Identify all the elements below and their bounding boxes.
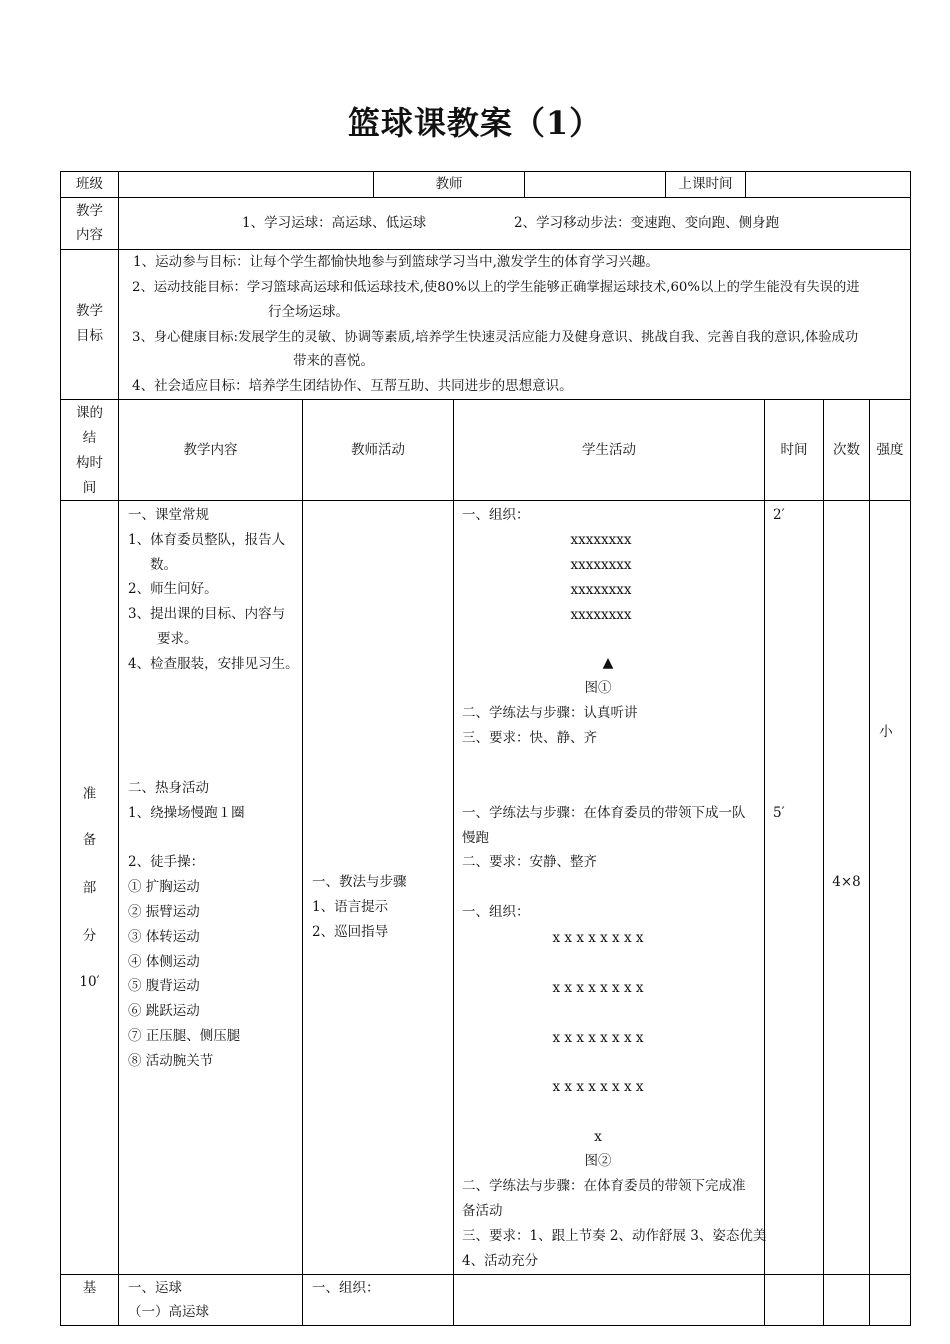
table-border bbox=[302, 399, 303, 1326]
table-border bbox=[910, 171, 911, 1326]
content-line: ① 扩胸运动 bbox=[128, 879, 200, 895]
structure-header: 课的 bbox=[76, 405, 103, 421]
prep-label: 部 bbox=[82, 880, 97, 896]
formation-row: x x x x x x x x bbox=[552, 1079, 644, 1095]
table-border bbox=[764, 399, 765, 1326]
content-column-header: 教学内容 bbox=[183, 442, 238, 458]
table-border bbox=[823, 399, 824, 1326]
student-line: 备活动 bbox=[462, 1203, 503, 1219]
prep-label: 准 bbox=[82, 786, 97, 802]
page-title: 篮球课教案（1） bbox=[347, 104, 603, 142]
table-border bbox=[745, 171, 746, 197]
teacher-column-header: 教师活动 bbox=[351, 442, 405, 458]
teacher-line: 一、组织： bbox=[312, 1280, 380, 1296]
student-line: 三、要求：1、跟上节奏 2、动作舒展 3、姿态优美 bbox=[462, 1228, 767, 1244]
goal-item: 行全场运球。 bbox=[268, 304, 349, 320]
content-line: 2、徒手操： bbox=[128, 854, 205, 870]
student-line: 一、组织： bbox=[462, 904, 530, 920]
student-line: 三、要求：快、静、齐 bbox=[462, 730, 597, 746]
time-value: 5′ bbox=[773, 805, 785, 821]
formation-row: xxxxxxxx bbox=[570, 582, 632, 598]
figure-caption: 图② bbox=[584, 1153, 612, 1169]
count-value: 4×8 bbox=[832, 874, 861, 890]
content-line: ⑥ 跳跃运动 bbox=[128, 1003, 200, 1019]
table-border bbox=[60, 1274, 911, 1275]
content-line: 一、课堂常规 bbox=[128, 507, 209, 523]
content-line: 3、提出课的目标、内容与 bbox=[128, 606, 286, 622]
teacher-label: 教师 bbox=[435, 176, 463, 192]
student-line: 4、活动充分 bbox=[462, 1253, 539, 1269]
goal-item: 带来的喜悦。 bbox=[293, 353, 374, 369]
table-border bbox=[60, 1325, 911, 1326]
formation-row: x x x x x x x x bbox=[552, 980, 644, 996]
time-value: 2′ bbox=[773, 507, 785, 523]
student-column-header: 学生活动 bbox=[582, 442, 636, 458]
content-line: （一）高运球 bbox=[128, 1304, 209, 1320]
table-border bbox=[60, 500, 911, 501]
content-line: ⑤ 腹背运动 bbox=[128, 978, 200, 994]
content-item: 2、学习移动步法：变速跑、变向跑、侧身跑 bbox=[514, 215, 780, 231]
teacher-line: 2、巡回指导 bbox=[312, 924, 389, 940]
content-line: ② 振臂运动 bbox=[128, 904, 200, 920]
class-label: 班级 bbox=[76, 176, 103, 192]
leader-position: x bbox=[594, 1129, 602, 1145]
content-line: 1、体育委员整队，报告人 bbox=[128, 532, 286, 548]
goal-item: 4、社会适应目标：培养学生团结协作、互帮互助、共同进步的思想意识。 bbox=[132, 378, 573, 394]
intensity-value: 小 bbox=[879, 724, 893, 740]
goal-item: 3、身心健康目标:发展学生的灵敏、协调等素质,培养学生快速灵活应能力及健身意识、挑战自我、完善自我的意识,体验成功 bbox=[132, 330, 859, 345]
structure-header: 构时 bbox=[76, 455, 103, 471]
intensity-column-header: 强度 bbox=[876, 442, 904, 458]
prep-label: 分 bbox=[82, 928, 97, 944]
formation-row: x x x x x x x x bbox=[552, 930, 644, 946]
content-line: 4、检查服装，安排见习生。 bbox=[128, 656, 299, 672]
content-item: 1、学习运球：高运球、低运球 bbox=[242, 215, 427, 231]
student-line: 一、学练法与步骤：在体育委员的带领下成一队 bbox=[462, 805, 746, 821]
table-border bbox=[60, 399, 911, 400]
structure-header: 结 bbox=[82, 430, 97, 446]
content-line: 二、热身活动 bbox=[128, 780, 209, 796]
teacher-position-marker: ▲ bbox=[602, 655, 614, 671]
content-line: 数。 bbox=[150, 557, 177, 573]
formation-row: x x x x x x x x bbox=[552, 1030, 644, 1046]
structure-header: 间 bbox=[82, 480, 97, 496]
student-line: 二、要求：安静、整齐 bbox=[462, 854, 597, 870]
figure-caption: 图① bbox=[584, 680, 612, 696]
content-label: 教学 bbox=[76, 203, 103, 219]
content-label: 内容 bbox=[76, 227, 103, 243]
time-column-header: 时间 bbox=[780, 442, 808, 458]
goals-label: 教学 bbox=[76, 303, 103, 319]
student-line: 二、学练法与步骤：认真听讲 bbox=[462, 705, 638, 721]
content-line: ⑦ 正压腿、侧压腿 bbox=[128, 1028, 241, 1044]
prep-label: 10′ bbox=[79, 974, 100, 990]
student-line: 慢跑 bbox=[462, 830, 489, 846]
goal-item: 2、运动技能目标：学习篮球高运球和低运球技术,使80%以上的学生能够正确掌握运球技术,60%以上的学生能没有失误的进 bbox=[132, 280, 860, 295]
goal-item: 1、运动参与目标：让每个学生都愉快地参与到篮球学习当中,激发学生的体育学习兴趣。 bbox=[133, 254, 659, 270]
content-line: ③ 体转运动 bbox=[128, 929, 200, 945]
teacher-line: 一、教法与步骤 bbox=[312, 874, 407, 890]
content-line: ④ 体侧运动 bbox=[128, 954, 200, 970]
formation-row: xxxxxxxx bbox=[570, 557, 632, 573]
teacher-line: 1、语言提示 bbox=[312, 899, 389, 915]
goals-label: 目标 bbox=[76, 328, 103, 344]
count-column-header: 次数 bbox=[833, 442, 860, 458]
table-border bbox=[869, 399, 870, 1326]
basic-label: 基 bbox=[82, 1280, 97, 1296]
content-line: ⑧ 活动腕关节 bbox=[128, 1053, 214, 1069]
formation-row: xxxxxxxx bbox=[570, 532, 632, 548]
table-border bbox=[524, 171, 525, 197]
content-line: 一、运球 bbox=[128, 1280, 182, 1296]
class-time-label: 上课时间 bbox=[678, 176, 733, 192]
table-border bbox=[118, 171, 119, 1326]
formation-row: xxxxxxxx bbox=[570, 607, 632, 623]
prep-label: 备 bbox=[82, 832, 97, 848]
student-line: 二、学练法与步骤：在体育委员的带领下完成准 bbox=[462, 1178, 746, 1194]
content-line: 2、师生问好。 bbox=[128, 581, 218, 597]
student-line: 一、组织： bbox=[462, 507, 530, 523]
content-line: 1、绕操场慢跑１圈 bbox=[128, 805, 245, 821]
table-border bbox=[60, 197, 911, 198]
content-line: 要求。 bbox=[157, 631, 198, 647]
